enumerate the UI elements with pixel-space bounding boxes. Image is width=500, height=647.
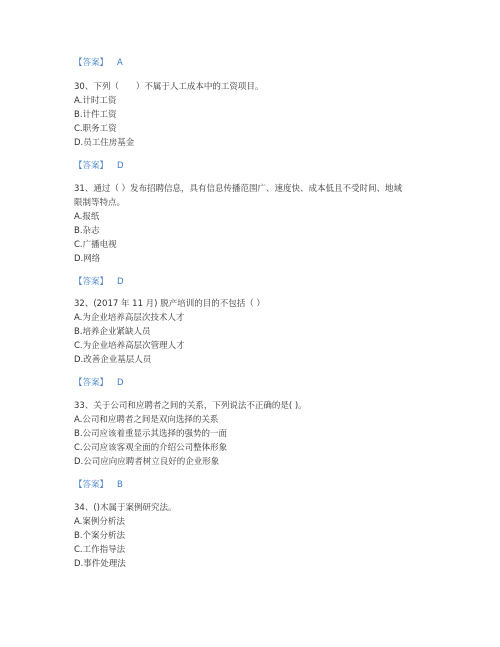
option: A.报纸 [74,212,100,222]
option: B.公司应该着重显示其选择的强势的一面 [74,429,228,439]
answer-label: 【答案】 [74,58,109,68]
option: A.计时工资 [74,96,117,106]
option: C.广播电视 [74,240,117,250]
option: D.改善企业基层人员 [74,355,152,365]
option: D.公司应向应聘者树立良好的企业形象 [74,457,220,467]
option: D.网络 [74,254,101,264]
answer-line [74,160,124,172]
option: C.职务工资 [74,124,117,134]
question-text: 34、()木属于案例研究法。 [74,503,177,513]
answer-line [74,479,123,491]
option: B.培养企业紧缺人员 [74,327,151,337]
option: C.为企业培养高层次管理人才 [74,341,185,351]
answer-label: 【答案】 [74,378,109,388]
answer-value: D [117,161,124,171]
option: C.公司应该客观全面的介绍公司整体形象 [74,443,228,453]
option: D.事件处理法 [74,559,126,569]
answer-label: 【答案】 [74,277,109,287]
answer-line [74,276,124,288]
answer-line [74,57,123,69]
answer-label: 【答案】 [74,161,109,171]
option: A.为企业培养高层次技术人才 [74,313,185,323]
question-text: 33、关于公司和应聘者之间的关系，下列说法不正确的是( )。 [74,401,307,411]
question-text: 32、(2017 年 11 月) 脱产培训的目的不包括（ ） [74,299,265,309]
answer-label: 【答案】 [74,480,109,490]
answer-value: D [117,378,124,388]
question-text-continued: 限制等特点。 [74,198,126,208]
question-text: 30、下列（ ）不属于人工成本中的工资项目。 [74,82,264,92]
answer-value: A [117,58,123,68]
answer-value: B [117,480,123,490]
option: B.个案分析法 [74,531,126,541]
option: C.工作指导法 [74,545,126,555]
option: B.杂志 [74,226,100,236]
question-text: 31、通过（ ）发布招聘信息，具有信息传播范围广、速度快、成本低且不受时间、地域 [74,184,403,194]
option: A.公司和应聘者之间是双向选择的关系 [74,415,219,425]
option: B.计件工资 [74,110,117,120]
option: A.案例分析法 [74,517,125,527]
answer-value: D [117,277,124,287]
option: D.员工住房基金 [74,138,135,148]
answer-line [74,377,124,389]
